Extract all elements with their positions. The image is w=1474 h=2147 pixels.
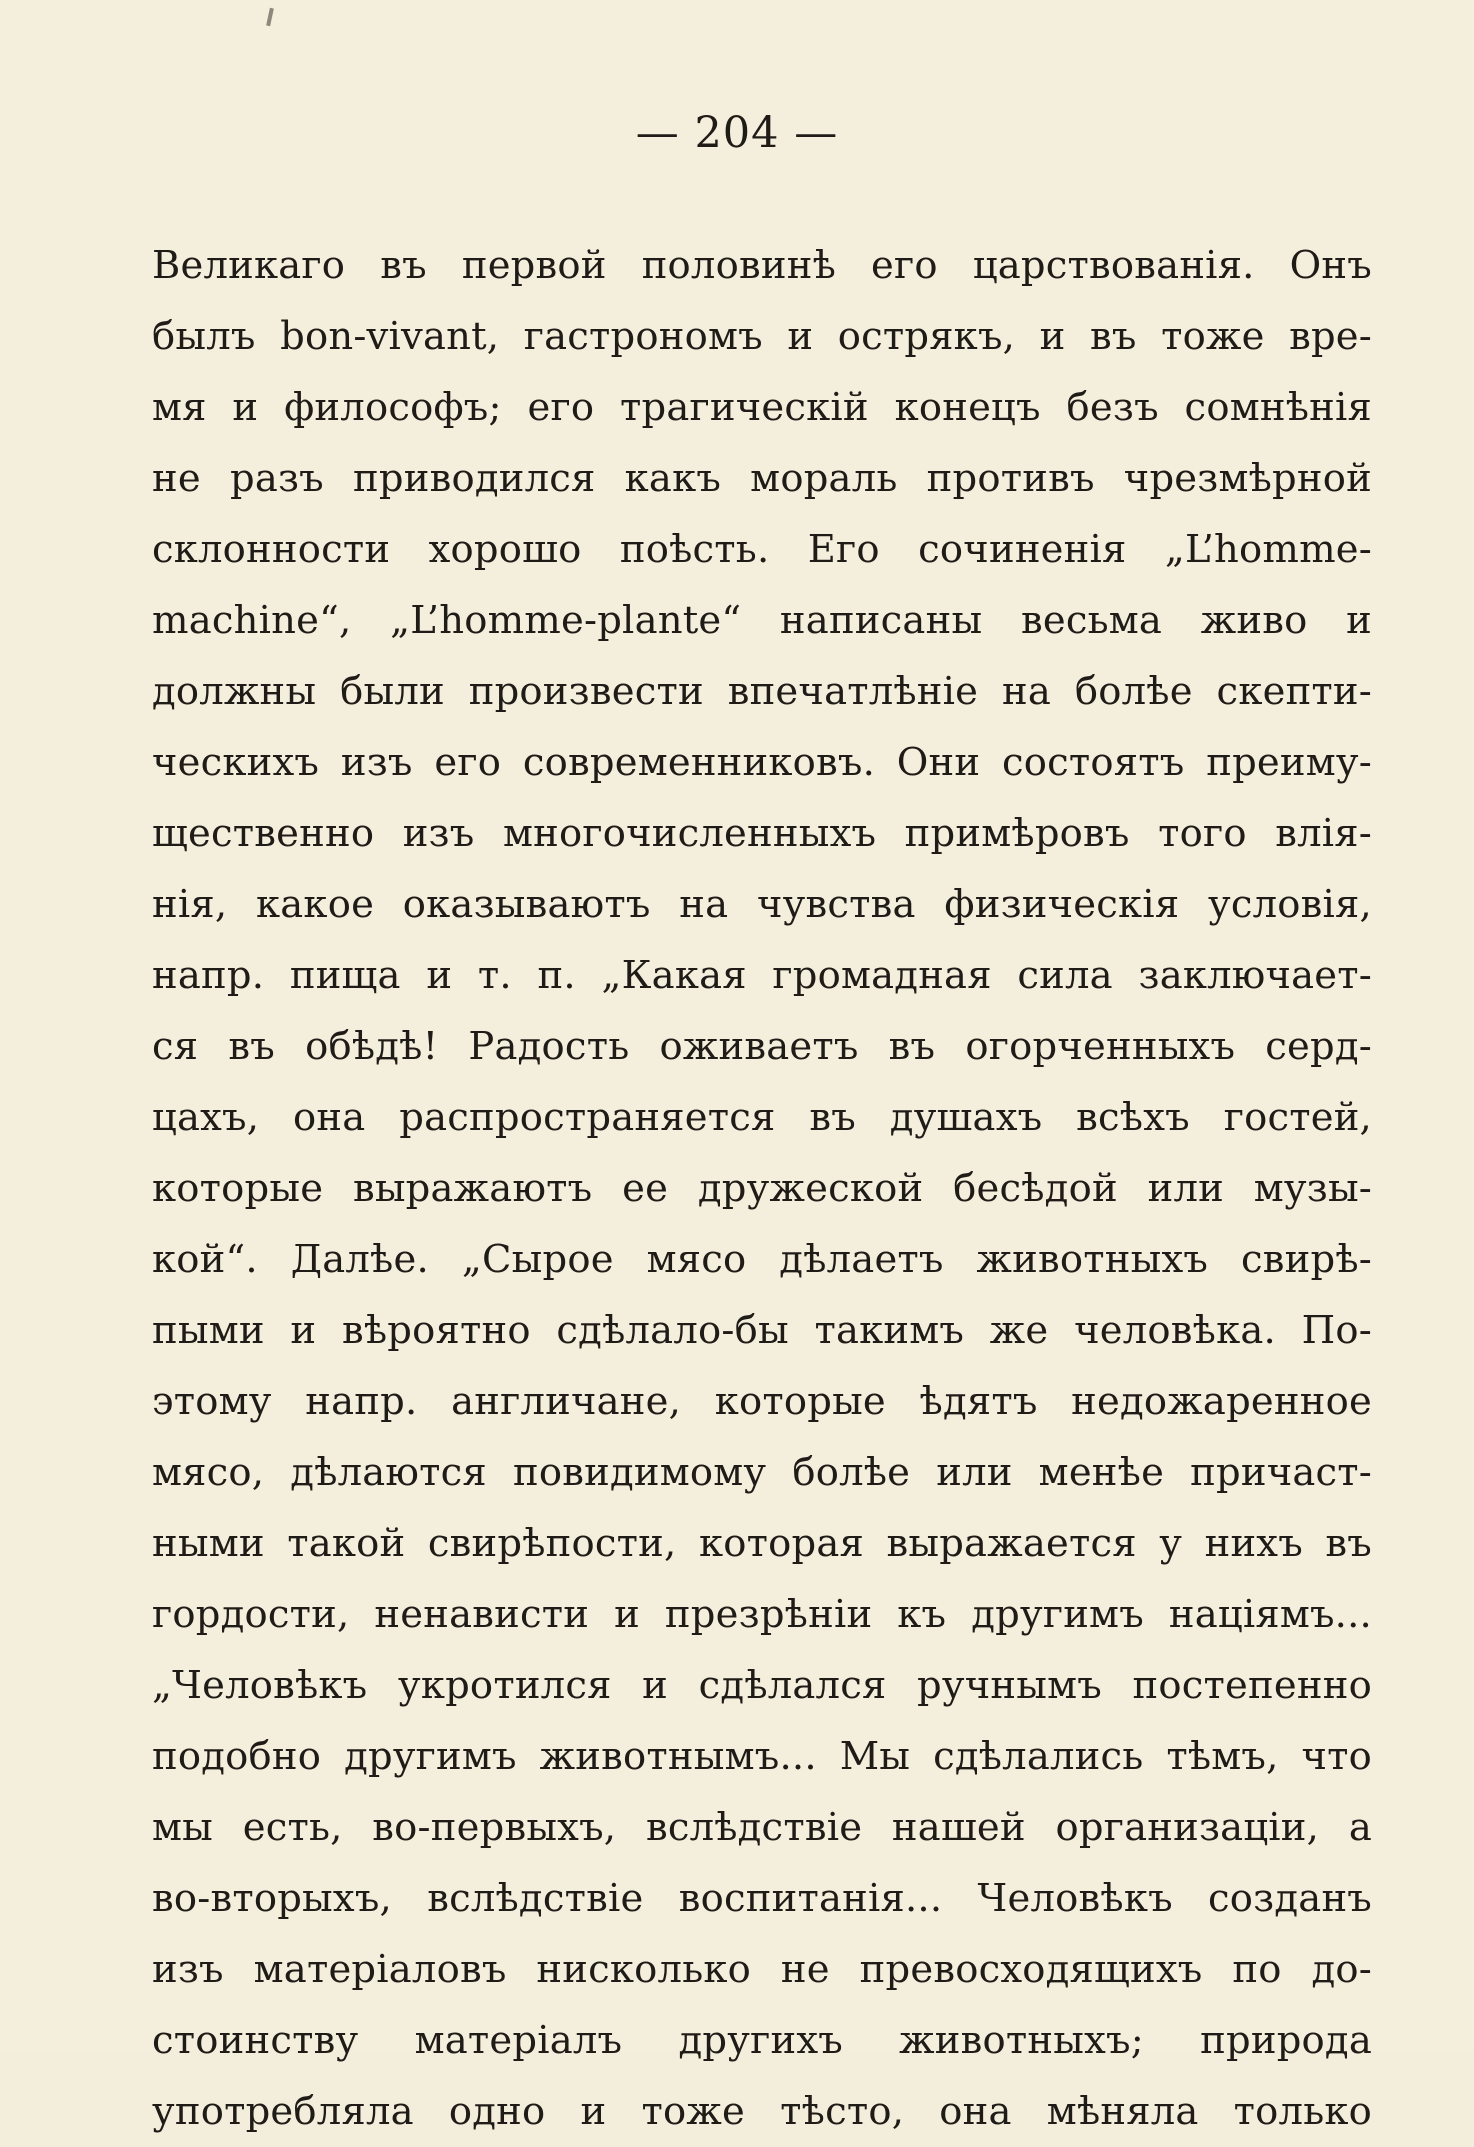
print-speck [266,8,274,26]
text-line: мы есть, во-первыхъ, вслѣдствіе нашей организаціи, а [152,1805,1372,1850]
text-line: ными такой свирѣпости, которая выражается у нихъ въ [152,1521,1372,1566]
text-line: стоинству матеріалъ другихъ животныхъ; природа [152,2018,1372,2063]
text-line: изъ матеріаловъ нисколько не превосходящихъ по до- [152,1947,1372,1992]
text-line: ческихъ изъ его современниковъ. Они состоятъ преиму- [152,740,1372,785]
text-line: не разъ приводился какъ мораль противъ чрезмѣрной [152,456,1372,501]
text-line: нія, какое оказываютъ на чувства физическія условія, [152,882,1372,927]
text-line: „Человѣкъ укротился и сдѣлался ручнымъ постепенно [152,1663,1372,1708]
text-line: подобно другимъ животнымъ... Мы сдѣлались тѣмъ, что [152,1734,1372,1779]
text-line: machine“, „L’homme-plante“ написаны весьма живо и [152,598,1372,643]
text-line: мя и философъ; его трагическій конецъ безъ сомнѣнія [152,385,1372,430]
text-line: напр. пища и т. п. „Какая громадная сила заключает- [152,953,1372,998]
text-line: гордости, ненависти и презрѣніи къ другимъ націямъ... [152,1592,1372,1637]
text-line: былъ bon-vivant, гастрономъ и острякъ, и въ тоже вре- [152,314,1372,359]
text-line: должны были произвести впечатлѣніе на болѣе скепти- [152,669,1372,714]
page-number: — 204 — [635,108,839,158]
text-line: пыми и вѣроятно сдѣлало-бы такимъ же человѣка. По- [152,1308,1372,1353]
body-text [152,230,1372,2147]
text-line: употребляла одно и тоже тѣсто, она мѣняла только [152,2089,1372,2134]
text-line: цахъ, она распространяется въ душахъ всѣхъ гостей, [152,1095,1372,1140]
text-line: Великаго въ первой половинѣ его царствованія. Онъ [152,243,1372,288]
text-line: щественно изъ многочисленныхъ примѣровъ того влія- [152,811,1372,856]
text-line: мясо, дѣлаются повидимому болѣе или менѣе причаст- [152,1450,1372,1495]
text-line: этому напр. англичане, которые ѣдятъ недожаренное [152,1379,1372,1424]
text-line: кой“. Далѣе. „Сырое мясо дѣлаетъ животныхъ свирѣ- [152,1237,1372,1282]
text-line: которые выражаютъ ее дружеской бесѣдой или музы- [152,1166,1372,1211]
text-line: ся въ обѣдѣ! Радость оживаетъ въ огорченныхъ серд- [152,1024,1372,1069]
text-line: во-вторыхъ, вслѣдствіе воспитанія... Человѣкъ созданъ [152,1876,1372,1921]
text-line: склонности хорошо поѣсть. Его сочиненія „L’homme- [152,527,1372,572]
